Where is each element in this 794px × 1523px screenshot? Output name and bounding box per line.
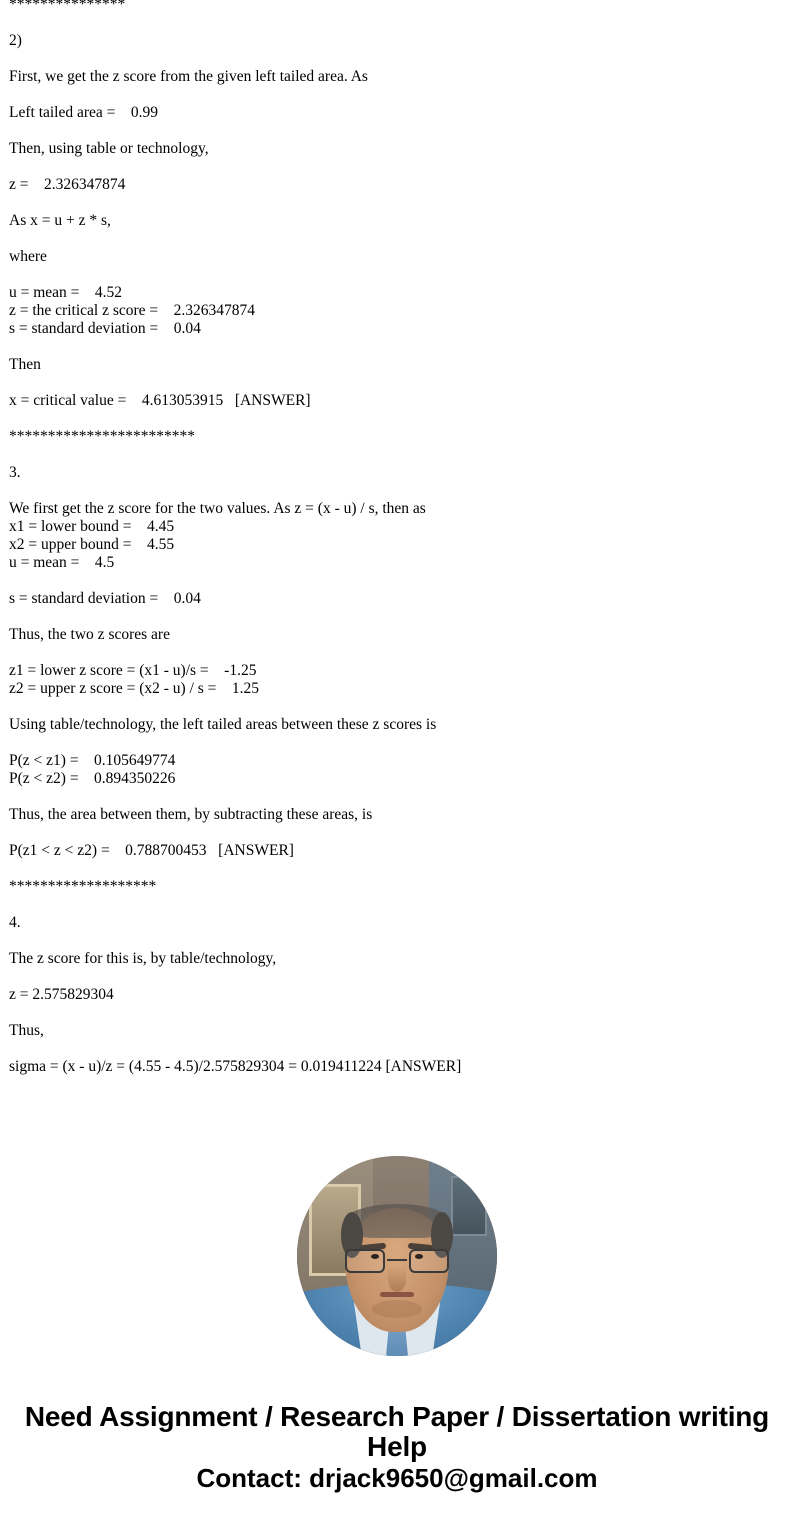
section-3-var-x2: x2 = upper bound = 4.55 (9, 536, 175, 553)
section-2-line-6: where (9, 248, 47, 265)
section-2-line-4: z = 2.326347874 (9, 176, 126, 193)
section-2-var-s: s = standard deviation = 0.04 (9, 320, 201, 337)
section-2-var-u: u = mean = 4.52 (9, 284, 123, 301)
section-2-line-3: Then, using table or technology, (9, 140, 209, 157)
photo-nose (388, 1266, 406, 1292)
section-3-thus-area: Thus, the area between them, by subtracting these areas, is (9, 806, 373, 823)
avatar (297, 1156, 497, 1356)
section-4-line-2: z = 2.575829304 (9, 986, 114, 1003)
section-2-answer: x = critical value = 4.613053915 [ANSWER] (9, 392, 311, 409)
section-3-heading: 3. (9, 464, 21, 481)
section-3-z2: z2 = upper z score = (x2 - u) / s = 1.25 (9, 680, 260, 697)
section-3-var-x1: x1 = lower bound = 4.45 (9, 518, 175, 535)
photo-eye-left (371, 1254, 379, 1259)
section-4-heading: 4. (9, 914, 21, 931)
section-2-var-z: z = the critical z score = 2.326347874 (9, 302, 256, 319)
footer (9, 1402, 785, 1494)
section-3-z1: z1 = lower z score = (x1 - u)/s = -1.25 (9, 662, 257, 679)
section-2-then: Then (9, 356, 41, 373)
section-4-answer: sigma = (x - u)/z = (4.55 - 4.5)/2.575829304 = 0.019411224 [ANSWER] (9, 1058, 462, 1075)
section-3-setup (9, 500, 785, 572)
photo-picture-frame-2 (451, 1176, 487, 1236)
section-3-var-u: u = mean = 4.5 (9, 554, 115, 571)
section-3-using-table: Using table/technology, the left tailed areas between these z scores is (9, 716, 437, 733)
content-spacer (9, 1094, 785, 1156)
section-2-variables (9, 284, 785, 338)
section-3-separator: ******************* (9, 878, 157, 895)
photo-eye-right (415, 1254, 423, 1259)
section-3-probabilities (9, 752, 785, 788)
top-separator: *************** (9, 0, 126, 13)
section-3-p-z2: P(z < z2) = 0.894350226 (9, 770, 176, 787)
photo-lens-left (345, 1249, 385, 1273)
section-3-p-z1: P(z < z1) = 0.105649774 (9, 752, 176, 769)
section-3-thus-zscores: Thus, the two z scores are (9, 626, 170, 643)
section-2-line-2: Left tailed area = 0.99 (9, 104, 159, 121)
section-2-line-5: As x = u + z * s, (9, 212, 111, 229)
section-3-var-s: s = standard deviation = 0.04 (9, 590, 201, 607)
section-4-line-3: Thus, (9, 1022, 44, 1039)
photo-lens-right (409, 1249, 449, 1273)
section-3-zscores (9, 662, 785, 698)
photo-glasses-bridge (387, 1259, 407, 1261)
section-2-line-1: First, we get the z score from the given left tailed area. As (9, 68, 368, 85)
photo-mouth (380, 1292, 414, 1297)
section-2-separator: ************************ (9, 428, 195, 445)
section-2-heading: 2) (9, 32, 22, 49)
section-4-line-1: The z score for this is, by table/technology, (9, 950, 277, 967)
footer-contact: Contact: drjack9650@gmail.com (196, 1463, 598, 1493)
section-3-intro: We first get the z score for the two values. As z = (x - u) / s, then as (9, 500, 426, 517)
footer-headline: Need Assignment / Research Paper / Dissertation writing Help (24, 1401, 770, 1462)
portrait-container (9, 1156, 785, 1356)
photo-chin (372, 1300, 422, 1318)
section-3-answer: P(z1 < z < z2) = 0.788700453 [ANSWER] (9, 842, 294, 859)
